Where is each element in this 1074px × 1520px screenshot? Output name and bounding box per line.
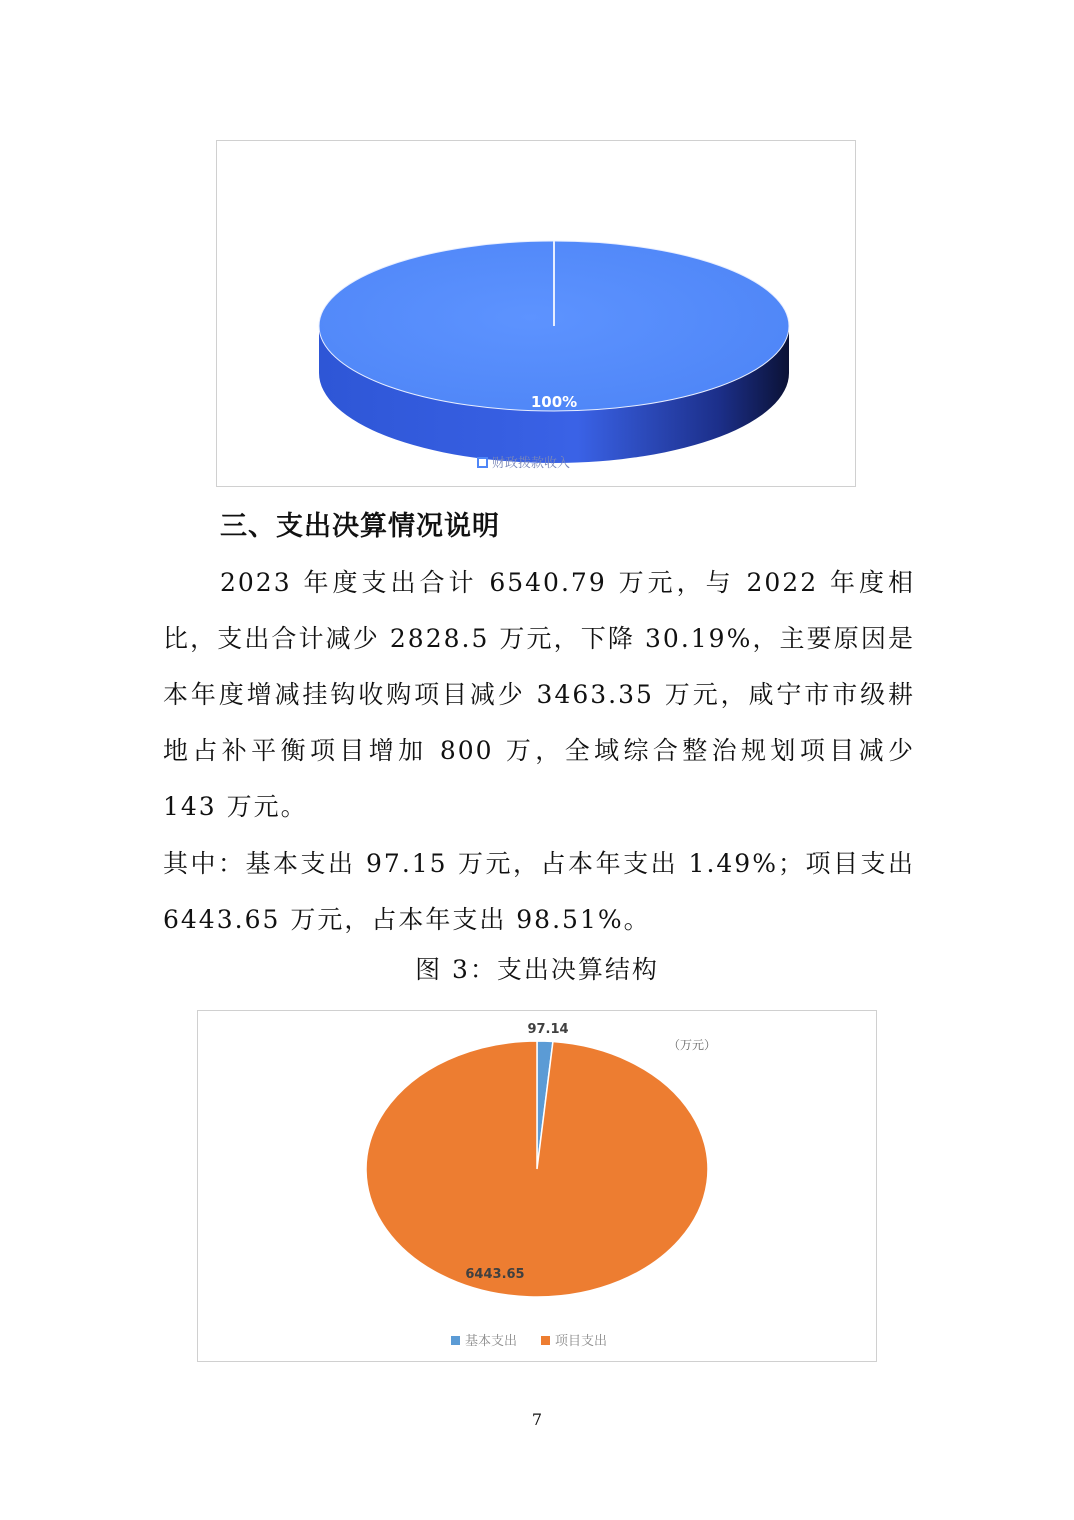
expenditure-paragraph: 2023 年度支出合计 6540.79 万元，与 2022 年度相比，支出合计减少 2828.5 万元，下降 30.19%，主要原因是本年度增减挂钩收购项目减少 3463.35 万元，咸宁市市级耕地占补平衡项目增加 800 万，全域综合整治规划项目减少 143 万元。 — [163, 568, 915, 821]
expenditure-pie-svg — [198, 1011, 878, 1363]
section-heading: 三、支出决算情况说明 — [220, 511, 500, 542]
legend-label-fiscal: 财政拨款收入 — [492, 456, 571, 471]
expenditure-pie-chart — [197, 1010, 877, 1362]
pie-slice-project — [366, 1041, 708, 1297]
figure-caption: 图 3：支出决算结构 — [415, 955, 659, 984]
data-label-project: 6443.65 — [465, 1267, 525, 1282]
unit-label: （万元） — [668, 1038, 717, 1052]
legend-swatch-project — [541, 1336, 550, 1345]
page-number: 7 — [531, 1410, 543, 1429]
legend-swatch-basic — [451, 1336, 460, 1345]
legend-label-basic: 基本支出 — [465, 1334, 518, 1349]
legend-swatch-fiscal — [478, 458, 487, 467]
legend-label-project: 项目支出 — [555, 1334, 608, 1349]
income-pie-chart — [216, 140, 856, 487]
data-label-basic: 97.14 — [527, 1022, 569, 1037]
pie-data-label: 100% — [530, 393, 578, 411]
income-pie-svg — [217, 141, 857, 488]
expenditure-breakdown-paragraph: 其中：基本支出 97.15 万元，占本年支出 1.49%；项目支出 6443.65 万元，占本年支出 98.51%。 — [163, 849, 915, 934]
